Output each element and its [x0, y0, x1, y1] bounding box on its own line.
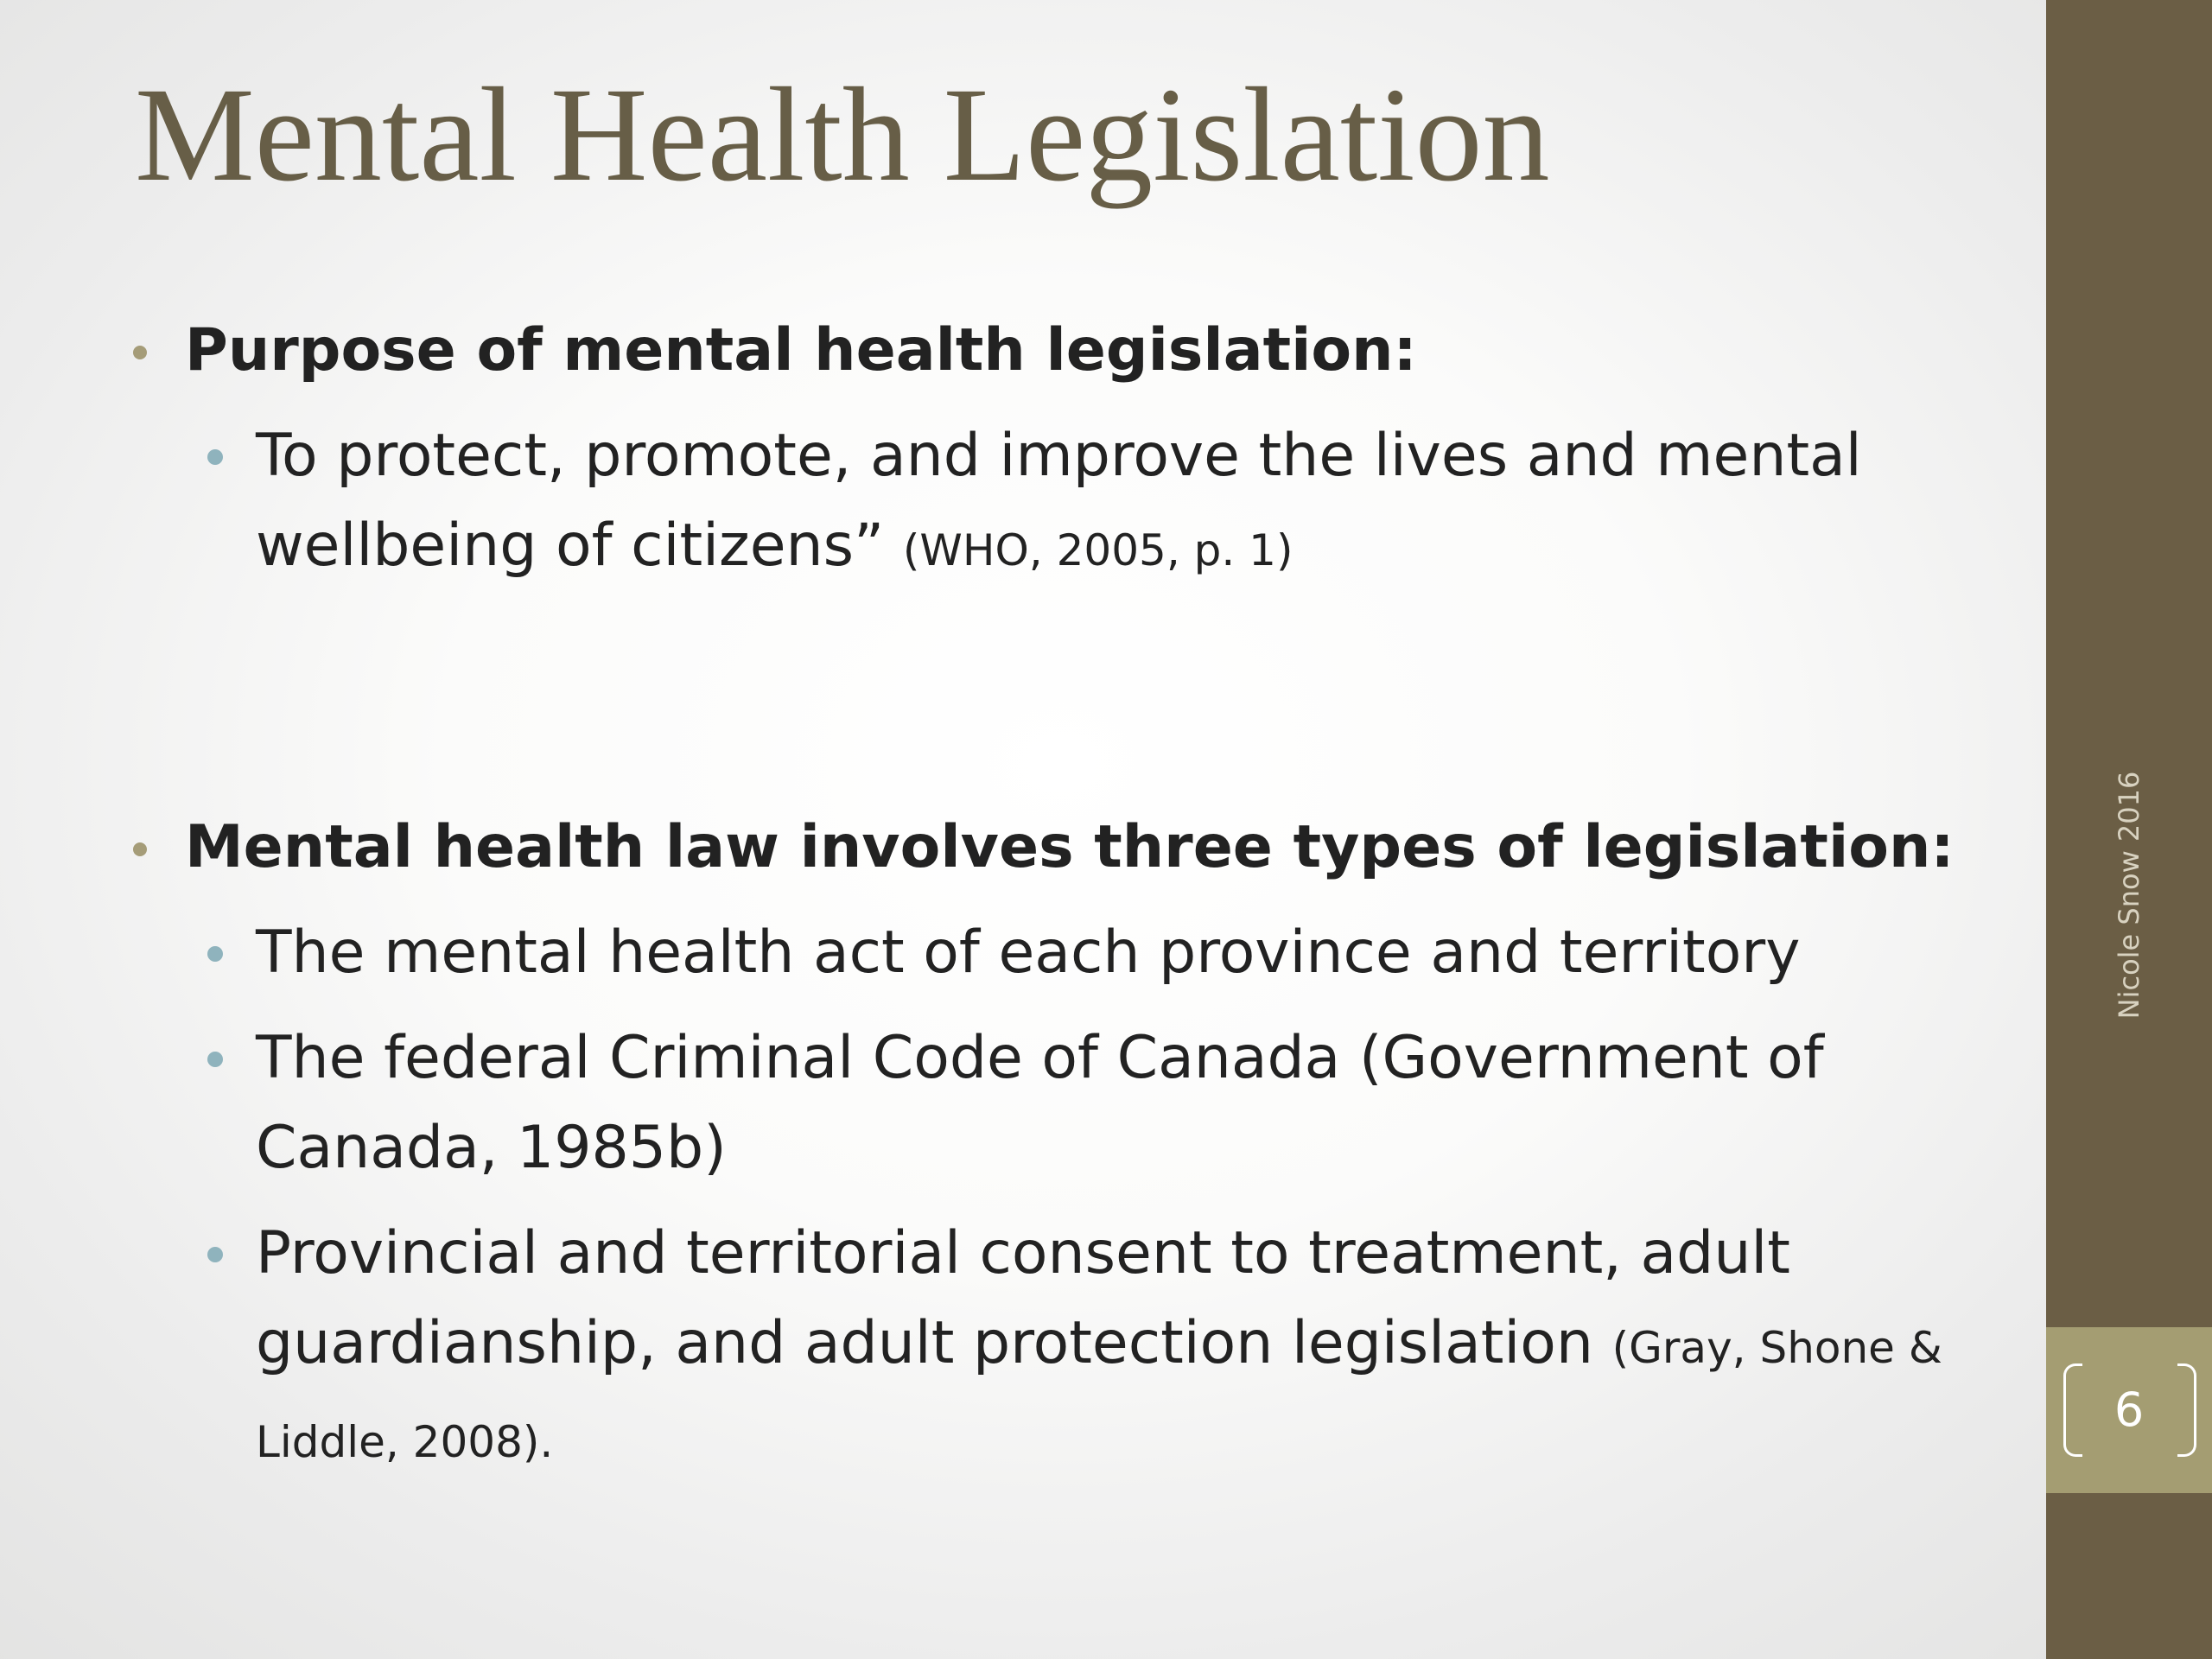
slide-content [121, 306, 1955, 1487]
slide-number-box [2046, 1327, 2212, 1493]
slide-number: 6 [2113, 1382, 2145, 1437]
sub-bullet-criminal-code [256, 1014, 1944, 1193]
citation: (WHO, 2005, p. 1) [902, 525, 1294, 575]
bullet-three-types: Mental health law involves three types of legislation: [121, 803, 1944, 893]
sub-bullet-text: The mental health act of each province and territory [256, 918, 1801, 987]
footer-author: Nicole Snow 2016 [2113, 771, 2145, 1020]
sub-bullet-text: The federal Criminal Code of Canada (Government of Canada, 1985b) [256, 1024, 1824, 1182]
citation: (Gray, Shone & Liddle, 2008). [256, 1323, 1942, 1467]
bullet-purpose: Purpose of mental health legislation: [121, 306, 1944, 396]
sub-bullet-mental-health-act [256, 908, 1944, 998]
sub-bullet-consent-legislation [256, 1209, 1944, 1487]
sub-bullet-purpose-definition [256, 411, 1944, 595]
sub-bullet-text: Provincial and territorial consent to treatment, adult guardianship, and adult protection legislation [256, 1219, 1790, 1377]
slide-title: Mental Health Legislation [135, 60, 1550, 209]
right-bracket-icon [2177, 1363, 2196, 1457]
sub-bullet-text: To protect, promote, and improve the lives and mental wellbeing of citizens” [256, 422, 1862, 580]
